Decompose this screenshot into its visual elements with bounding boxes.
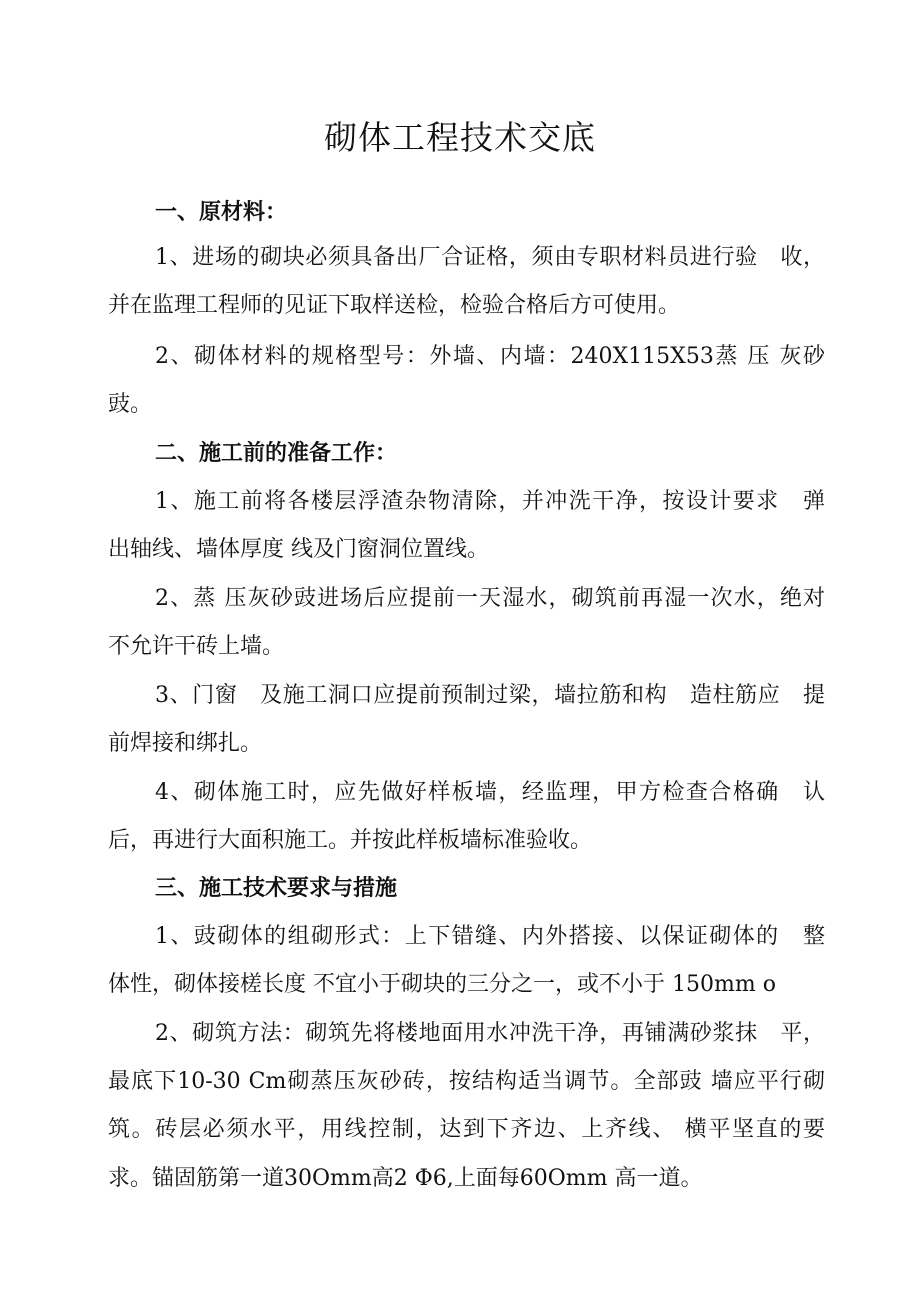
paragraph-line: 1、施工前将各楼层浮渣杂物清除，并冲洗干净，按设计要求 弹	[155, 489, 825, 514]
document-title: 砌体工程技术交底	[324, 118, 596, 157]
paragraph-line: 4、砌体施工时，应先做好样板墙，经监理，甲方检查合格确 认	[155, 780, 825, 805]
paragraph-line: 求。锚固筋第一道30Omm高2 Φ6,上面每60Omm 高一道。	[108, 1166, 703, 1191]
paragraph-line: 1、进场的砌块必须具备出厂合证格，须由专职材料员进行验 收，	[155, 245, 825, 270]
paragraph-line: 后，再进行大面积施工。并按此样板墙标准验收。	[108, 828, 593, 853]
paragraph-line: 2、砌体材料的规格型号：外墙、内墙：240X115X53蒸 压 灰砂	[155, 344, 825, 369]
paragraph-line: 前焊接和绑扎。	[108, 731, 263, 756]
paragraph-line: 并在监理工程师的见证下取样送检，检验合格后方可使用。	[108, 293, 681, 318]
paragraph-line: 3、门窗 及施工洞口应提前预制过梁，墙拉筋和构 造柱筋应 提	[155, 683, 825, 708]
section-heading-preparation: 二、施工前的准备工作：	[155, 440, 398, 466]
paragraph-line: 体性，砌体接槎长度 不宜小于砌块的三分之一，或不小于 150mm o	[108, 972, 776, 997]
paragraph-line: 最底下10-30 Cm砌蒸压灰砂砖，按结构适当调节。全部豉 墙应平行砌	[108, 1069, 825, 1094]
paragraph-line: 2、砌筑方法：砌筑先将楼地面用水冲洗干净，再铺满砂浆抹 平，	[155, 1021, 825, 1046]
paragraph-line: 出轴线、墙体厚度 线及门窗洞位置线。	[108, 537, 489, 562]
section-heading-materials: 一、原材料：	[155, 199, 288, 225]
paragraph-line: 豉。	[108, 392, 153, 417]
paragraph-line: 2、蒸 压灰砂豉进场后应提前一天湿水，砌筑前再湿一次水，绝对	[155, 586, 825, 611]
paragraph-line: 1、豉砌体的组砌形式：上下错缝、内外搭接、以保证砌体的 整	[155, 924, 825, 949]
section-heading-technical-requirements: 三、施工技术要求与措施	[155, 875, 398, 901]
paragraph-line: 筑。砖层必须水平，用线控制，达到下齐边、上齐线、 横平坚直的要	[108, 1117, 825, 1142]
paragraph-line: 不允许干砖上墙。	[108, 634, 285, 659]
